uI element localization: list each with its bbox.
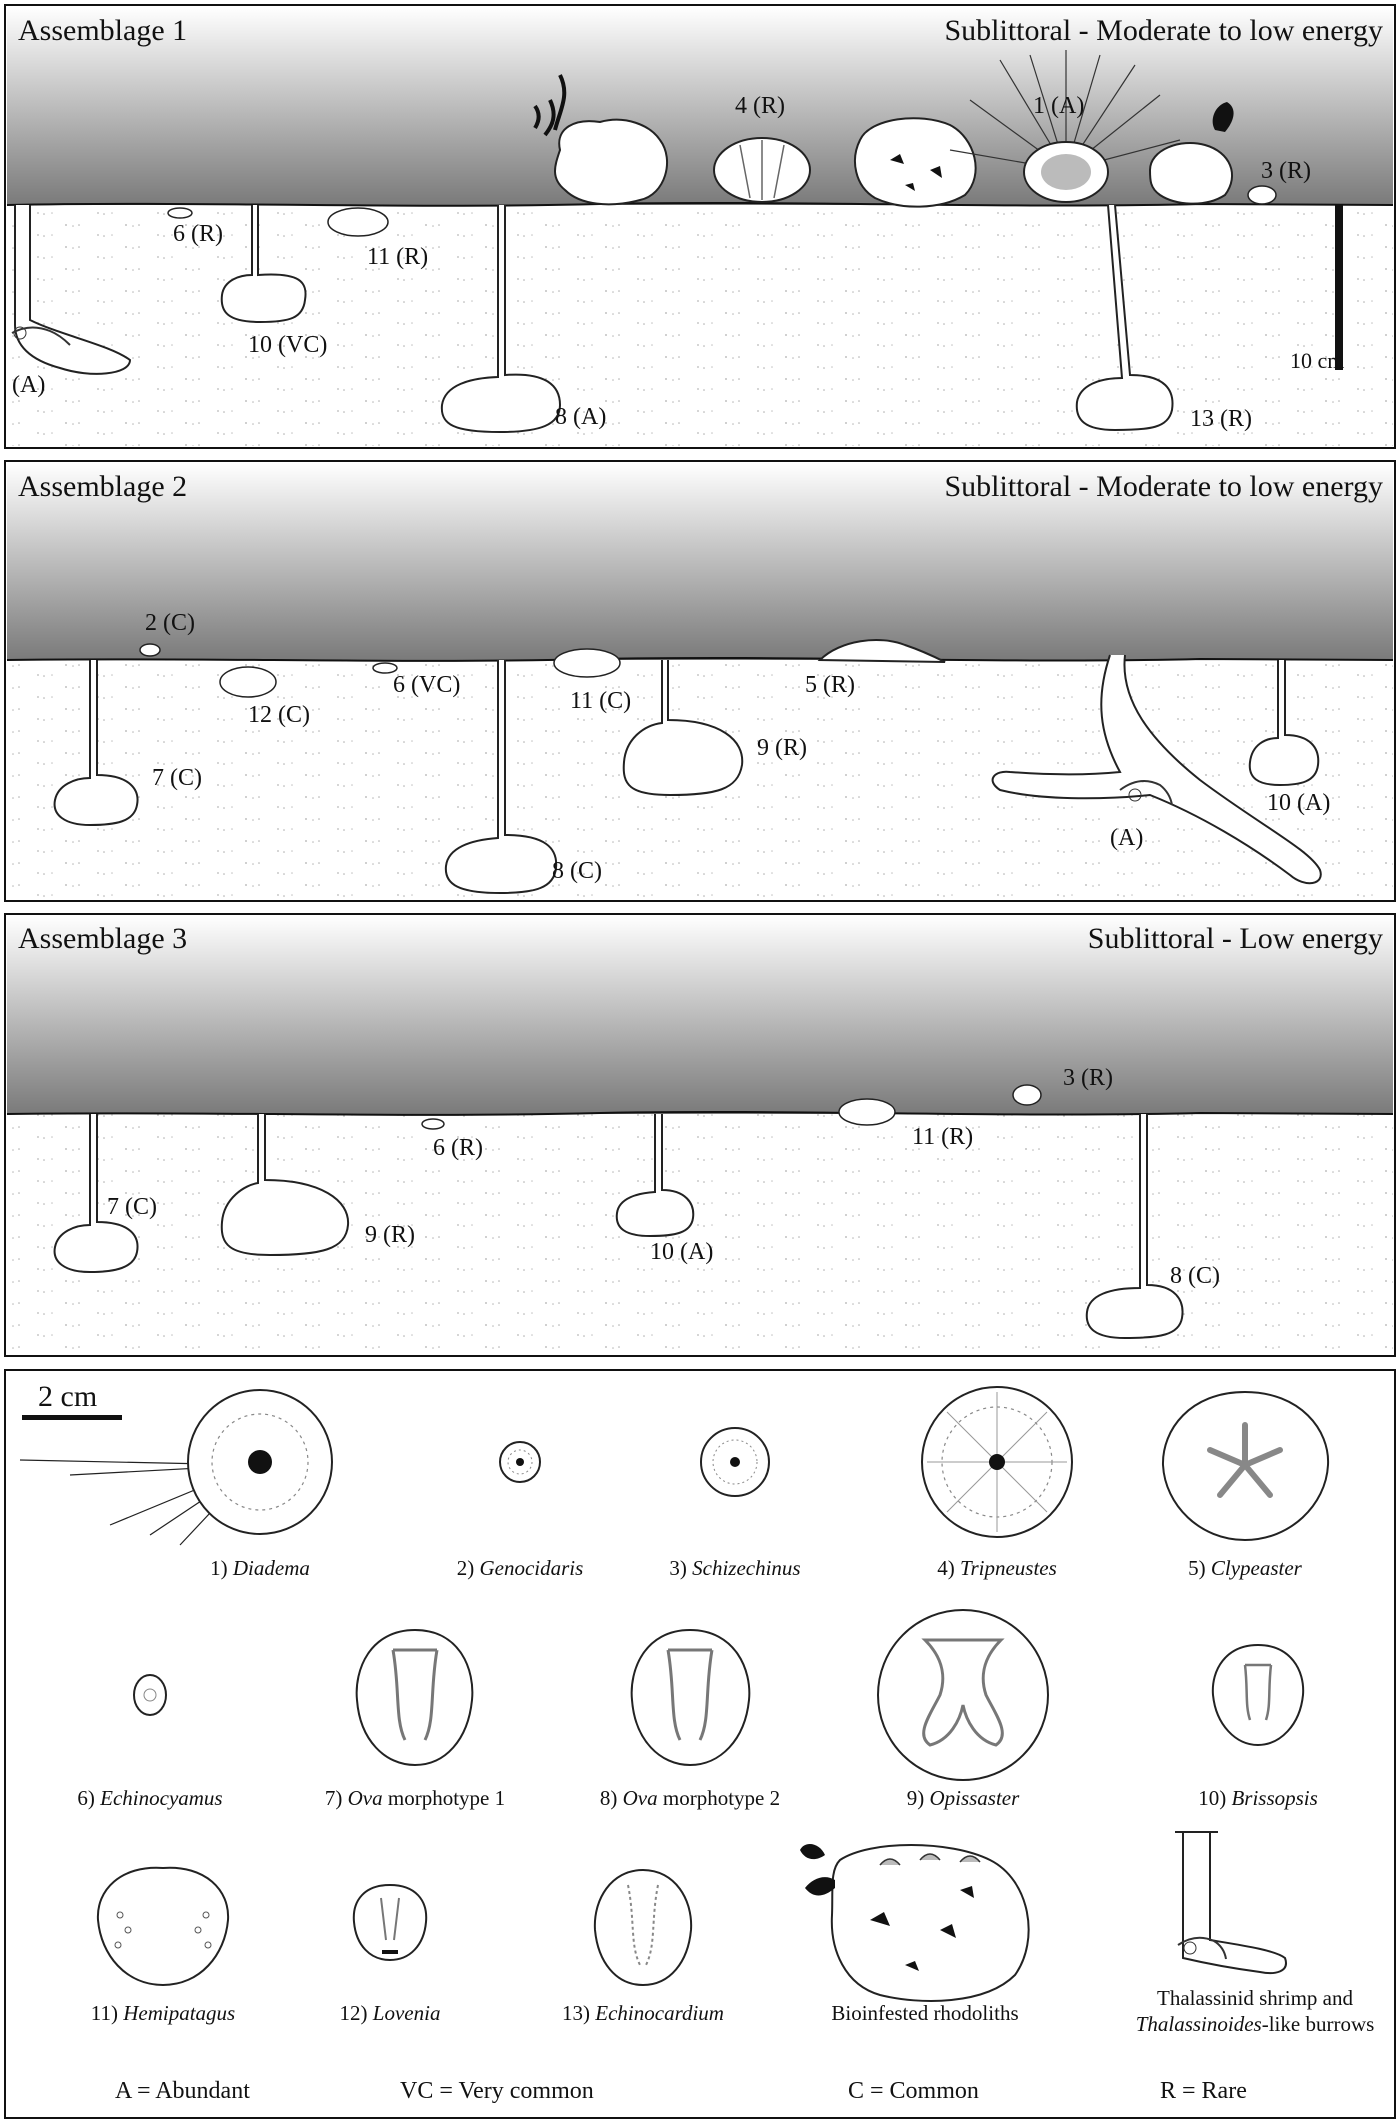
genocidaris-icon bbox=[500, 1442, 540, 1482]
taxon-label: (A) bbox=[1110, 825, 1144, 851]
taxon-number: 9) bbox=[906, 1786, 925, 1810]
taxon-label: 13 (R) bbox=[1190, 406, 1252, 432]
echinocardium-icon bbox=[595, 1870, 691, 1985]
taxon-genus: Hemipatagus bbox=[123, 2001, 236, 2025]
taxon-caption bbox=[77, 1786, 222, 1810]
taxon-caption bbox=[1198, 1786, 1318, 1810]
panel-assemblage-3 bbox=[5, 914, 1395, 1356]
taxon-label: 2 (C) bbox=[145, 610, 195, 636]
taxon-caption bbox=[457, 1556, 584, 1580]
shrimp-caption-rest: -like burrows bbox=[1261, 2012, 1375, 2036]
shrimp-caption-line1: Thalassinid shrimp and bbox=[1157, 1986, 1353, 2010]
echinocyamus-icon bbox=[134, 1675, 166, 1715]
ova-morphotype-2-icon bbox=[632, 1630, 750, 1765]
taxon-label: 10 (VC) bbox=[248, 332, 328, 358]
abundance-key: C = Common bbox=[848, 2078, 979, 2104]
taxon-genus: Diadema bbox=[232, 1556, 310, 1580]
taxon-caption bbox=[669, 1556, 800, 1580]
taxon-genus: Schizechinus bbox=[692, 1556, 801, 1580]
legend-panel bbox=[5, 1370, 1395, 2118]
taxon-label: 8 (C) bbox=[1170, 1263, 1220, 1289]
taxon-number: 7) bbox=[324, 1786, 343, 1810]
taxon-caption bbox=[91, 2001, 235, 2025]
taxon-caption bbox=[937, 1556, 1057, 1580]
taxon-label: 6 (R) bbox=[173, 221, 223, 247]
hemipatagus-icon bbox=[554, 649, 620, 677]
taxon-number: 10) bbox=[1198, 1786, 1227, 1810]
environment-label: Sublittoral - Moderate to low energy bbox=[944, 14, 1383, 47]
taxon-genus: Brissopsis bbox=[1231, 1786, 1318, 1810]
taxon-genus: Ova bbox=[347, 1786, 383, 1810]
taxon-number: 4) bbox=[937, 1556, 955, 1580]
panel-title: Assemblage 2 bbox=[18, 470, 188, 503]
scale-bar-label: 10 cm bbox=[1290, 348, 1345, 373]
schizechinus-icon bbox=[701, 1428, 769, 1496]
taxon-label: 7 (C) bbox=[107, 1194, 157, 1220]
panel-assemblage-1 bbox=[5, 5, 1395, 448]
legend-scale-label: 2 cm bbox=[38, 1380, 98, 1413]
taxon-caption bbox=[210, 1556, 310, 1580]
taxon-caption bbox=[340, 2001, 441, 2025]
lovenia-icon bbox=[354, 1885, 426, 1960]
taxon-number: 2) bbox=[456, 1556, 475, 1580]
taxon-label: 6 (VC) bbox=[393, 672, 461, 698]
taxon-caption bbox=[325, 1786, 505, 1810]
taxon-label: 11 (R) bbox=[367, 244, 429, 270]
taxon-number: 8) bbox=[599, 1786, 618, 1810]
taxon-label: 3 (R) bbox=[1261, 158, 1311, 184]
taxon-label: 10 (A) bbox=[1267, 790, 1331, 816]
panel-title: Assemblage 3 bbox=[18, 922, 188, 955]
environment-label: Sublittoral - Moderate to low energy bbox=[944, 470, 1383, 503]
schizechinus-icon bbox=[1013, 1085, 1041, 1105]
taxon-number: 1) bbox=[210, 1556, 228, 1580]
taxon-label: 12 (C) bbox=[248, 702, 310, 728]
taxon-label: 10 (A) bbox=[650, 1239, 714, 1265]
taxon-number: 6) bbox=[77, 1786, 95, 1810]
taxon-label: (A) bbox=[12, 372, 46, 398]
rhodolith-caption: Bioinfested rhodoliths bbox=[831, 2001, 1019, 2025]
brissopsis-icon bbox=[1213, 1645, 1303, 1745]
taxon-genus: Opissaster bbox=[929, 1786, 1020, 1810]
taxon-caption bbox=[600, 1786, 780, 1810]
lovenia-icon bbox=[220, 667, 276, 697]
taxon-label: 5 (R) bbox=[805, 672, 855, 698]
taxon-suffix: morphotype 2 bbox=[657, 1786, 781, 1810]
panel-assemblage-2 bbox=[5, 461, 1395, 901]
taxon-label: 11 (R) bbox=[912, 1124, 974, 1150]
abundance-key: A = Abundant bbox=[115, 2078, 250, 2104]
tripneustes-icon bbox=[922, 1387, 1072, 1537]
taxon-number: 3) bbox=[669, 1556, 687, 1580]
opissaster-icon bbox=[878, 1610, 1048, 1780]
taxon-label: 8 (A) bbox=[555, 404, 607, 430]
taxon-number: 12) bbox=[339, 2001, 368, 2025]
environment-label: Sublittoral - Low energy bbox=[1087, 922, 1383, 955]
taxon-label: 4 (R) bbox=[735, 93, 785, 119]
schizechinus-icon bbox=[1248, 186, 1276, 204]
taxon-caption bbox=[907, 1786, 1020, 1810]
taxon-label: 6 (R) bbox=[433, 1135, 483, 1161]
clypeaster-icon bbox=[1163, 1392, 1328, 1540]
taxon-label: 1 (A) bbox=[1033, 93, 1085, 119]
taxon-label: 7 (C) bbox=[152, 765, 202, 791]
genocidaris-icon bbox=[140, 644, 160, 656]
hemipatagus-icon bbox=[328, 208, 388, 236]
shrimp-caption-line2 bbox=[1136, 2012, 1375, 2036]
ova-morphotype-1-icon bbox=[357, 1630, 473, 1765]
taxon-label: 8 (C) bbox=[552, 858, 602, 884]
taxon-caption bbox=[1188, 1556, 1303, 1580]
abundance-key: R = Rare bbox=[1160, 2078, 1247, 2104]
legend-scale-bar bbox=[22, 1415, 122, 1420]
taxon-genus: Clypeaster bbox=[1210, 1556, 1302, 1580]
taxon-genus: Genocidaris bbox=[479, 1556, 584, 1580]
taxon-genus: Echinocardium bbox=[595, 2001, 724, 2025]
taxon-suffix: morphotype 1 bbox=[382, 1786, 506, 1810]
taxon-label: 9 (R) bbox=[365, 1222, 415, 1248]
taxon-label: 11 (C) bbox=[570, 688, 632, 714]
rhodolith-icon bbox=[855, 118, 976, 206]
scale-bar bbox=[1335, 205, 1343, 370]
taxon-genus: Lovenia bbox=[372, 2001, 441, 2025]
hemipatagus-icon bbox=[839, 1099, 895, 1125]
taxon-number: 13) bbox=[562, 2001, 591, 2025]
taxon-label: 9 (R) bbox=[757, 735, 807, 761]
taxon-genus: Ova bbox=[622, 1786, 658, 1810]
abundance-key: VC = Very common bbox=[400, 2078, 594, 2104]
panel-title: Assemblage 1 bbox=[18, 14, 188, 47]
tripneustes-icon bbox=[714, 138, 810, 202]
taxon-genus: Tripneustes bbox=[959, 1556, 1057, 1580]
taxon-genus: Echinocyamus bbox=[100, 1786, 223, 1810]
taxon-number: 11) bbox=[90, 2001, 118, 2025]
echinocyamus-icon bbox=[168, 208, 192, 218]
echinocyamus-icon bbox=[422, 1119, 444, 1129]
shrimp-caption-genus: Thalassinoides bbox=[1135, 2012, 1262, 2036]
taxon-caption bbox=[562, 2001, 724, 2025]
taxon-number: 5) bbox=[1188, 1556, 1206, 1580]
taxon-label: 3 (R) bbox=[1063, 1065, 1113, 1091]
